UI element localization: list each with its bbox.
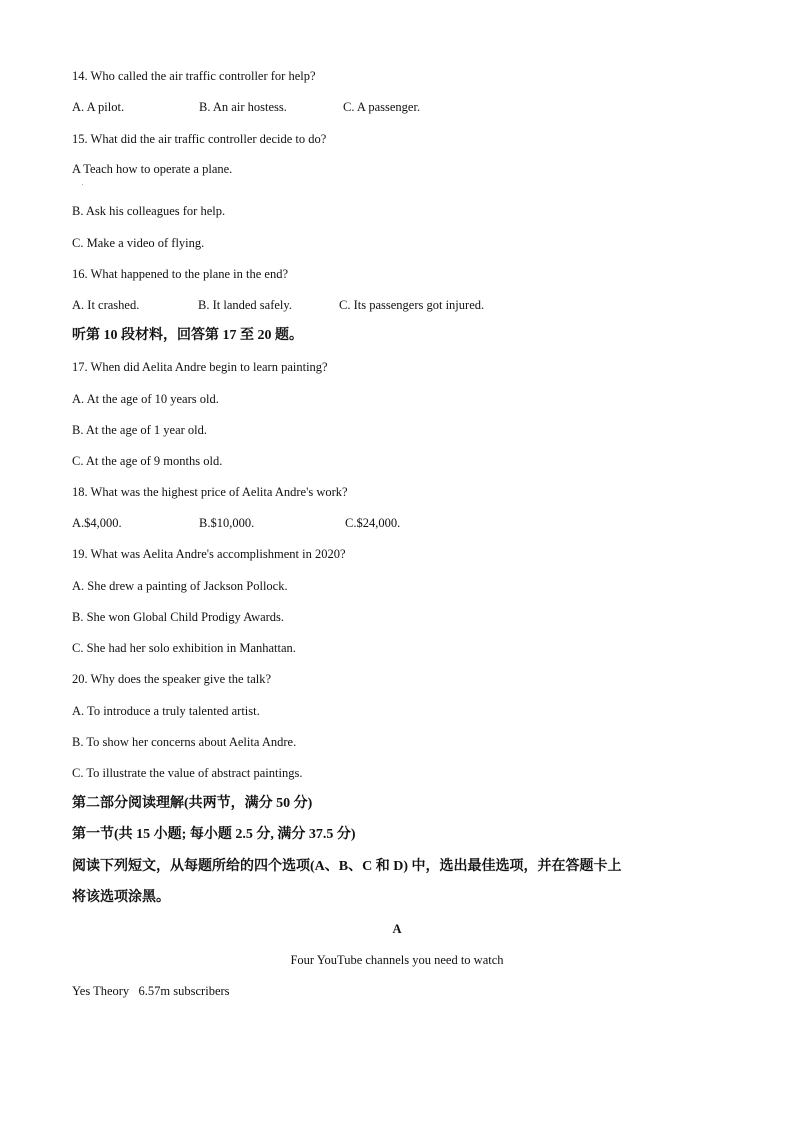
- question-20: 20. Why does the speaker give the talk?: [72, 672, 272, 686]
- option-19-c: C. She had her solo exhibition in Manhattan.: [72, 641, 296, 655]
- passage-title: Four YouTube channels you need to watch: [290, 953, 504, 967]
- option-18-b: B.$10,000.: [199, 516, 255, 530]
- option-19-a: A. She drew a painting of Jackson Pollock.: [72, 579, 288, 593]
- option-14-b: B. An air hostess.: [199, 100, 287, 114]
- question-17: 17. When did Aelita Andre begin to learn painting?: [72, 360, 328, 374]
- part-2-title: 第二部分阅读理解(共两节，满分 50 分): [72, 796, 313, 811]
- option-20-b: B. To show her concerns about Aelita Andre.: [72, 735, 297, 749]
- option-16-a: A. It crashed.: [72, 298, 140, 312]
- channel-1-line: Yes Theory 6.57m subscribers: [72, 984, 230, 998]
- option-17-c: C. At the age of 9 months old.: [72, 454, 223, 468]
- option-15-b: B. Ask his colleagues for help.: [72, 204, 226, 218]
- option-16-c: C. Its passengers got injured.: [339, 298, 485, 312]
- option-17-b: B. At the age of 1 year old.: [72, 423, 208, 437]
- option-16-b: B. It landed safely.: [198, 298, 292, 312]
- section-1-title: 第一节(共 15 小题; 每小题 2.5 分, 满分 37.5 分): [72, 827, 356, 842]
- option-14-a: A. A pilot.: [72, 100, 125, 114]
- option-17-a: A. At the age of 10 years old.: [72, 392, 219, 406]
- question-14: 14. Who called the air traffic controller for help?: [72, 69, 316, 83]
- question-16: 16. What happened to the plane in the end?: [72, 267, 289, 281]
- option-15-c: C. Make a video of flying.: [72, 236, 205, 250]
- option-14-c: C. A passenger.: [343, 100, 421, 114]
- question-19: 19. What was Aelita Andre's accomplishment in 2020?: [72, 547, 346, 561]
- question-15: 15. What did the air traffic controller decide to do?: [72, 132, 327, 146]
- option-18-a: A.$4,000.: [72, 516, 122, 530]
- section-10-heading: 听第 10 段材料，回答第 17 至 20 题。: [72, 328, 303, 343]
- stray-dot: .: [82, 181, 84, 187]
- option-19-b: B. She won Global Child Prodigy Awards.: [72, 610, 285, 624]
- instructions-line-1: 阅读下列短文，从每题所给的四个选项(A、B、C 和 D) 中，选出最佳选项，并在答题卡上: [72, 859, 622, 874]
- question-18: 18. What was the highest price of Aelita Andre's work?: [72, 485, 348, 499]
- option-20-a: A. To introduce a truly talented artist.: [72, 704, 260, 718]
- passage-letter: A: [392, 922, 402, 936]
- option-20-c: C. To illustrate the value of abstract paintings.: [72, 766, 303, 780]
- instructions-line-2: 将该选项涂黑。: [72, 890, 170, 905]
- option-15-a: A Teach how to operate a plane.: [72, 162, 233, 176]
- option-18-c: C.$24,000.: [345, 516, 401, 530]
